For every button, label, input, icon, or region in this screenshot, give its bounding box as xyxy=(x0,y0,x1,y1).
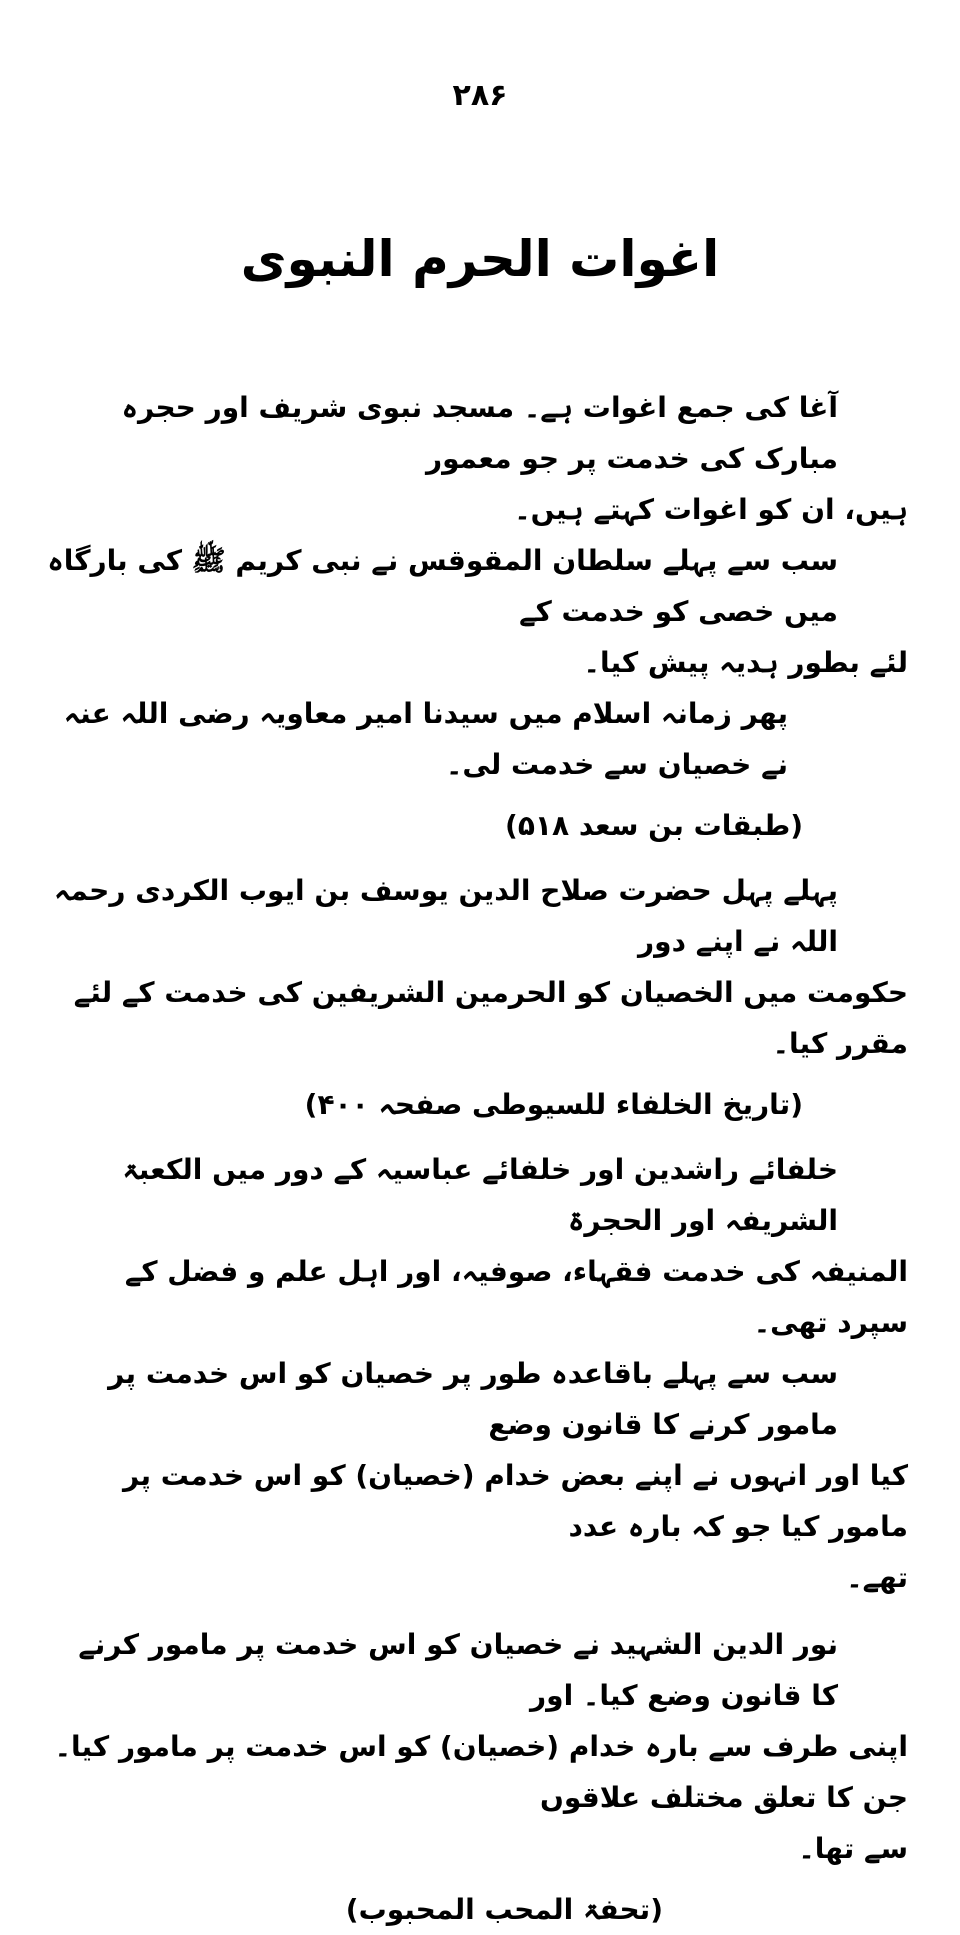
paragraph-line: پھر زمانہ اسلام میں سیدنا امیر معاویہ رضی اللہ عنہ نے خصیان سے خدمت لی۔ xyxy=(63,697,788,781)
paragraph-line: کیا اور انہوں نے اپنے بعض خدام (خصیان) کو اس خدمت پر مامور کیا جو کہ بارہ عدد xyxy=(123,1459,908,1543)
citation: (طبقات بن سعد ۵۱۸) xyxy=(505,809,803,842)
paragraph-line: سب سے پہلے باقاعدہ طور پر خصیان کو اس خدمت پر مامور کرنے کا قانون وضع xyxy=(108,1357,838,1441)
paragraph-line: المنیفہ کی خدمت فقہاء، صوفیہ، اور اہل علم و فضل کے سپرد تھی۔ xyxy=(124,1255,908,1339)
paragraph-line: پہلے پہل حضرت صلاح الدین یوسف بن ایوب الکردی رحمہ اللہ نے اپنے دور xyxy=(54,874,838,958)
paragraph-line: اپنی طرف سے بارہ خدام (خصیان) کو اس خدمت پر مامور کیا۔ جن کا تعلق مختلف علاقوں xyxy=(54,1730,908,1814)
paragraph-line: آغا کی جمع اغوات ہے۔ مسجد نبوی شریف اور حجرہ مبارک کی خدمت پر جو معمور xyxy=(121,391,838,475)
paragraph-line: حکومت میں الخصیان کو الحرمین الشریفین کی خدمت کے لئے مقرر کیا۔ xyxy=(73,976,908,1060)
paragraph-line: تھے۔ xyxy=(846,1561,908,1594)
paragraph-line: ہیں، ان کو اغوات کہتے ہیں۔ xyxy=(514,493,908,526)
page-title: اغوات الحرم النبوی xyxy=(240,230,720,288)
citation: (تحفۃ المحب المحبوب) xyxy=(345,1893,663,1926)
paragraph-line: سے تھا۔ xyxy=(798,1832,908,1865)
paragraph-line: خلفائے راشدین اور خلفائے عباسیہ کے دور میں الکعبۃ الشریفہ اور الحجرۃ xyxy=(122,1153,838,1237)
body-text xyxy=(46,382,908,1935)
paragraph-line: نور الدین الشہید نے خصیان کو اس خدمت پر مامور کرنے کا قانون وضع کیا۔ اور xyxy=(78,1628,838,1712)
paragraph-line: لئے بطور ہدیہ پیش کیا۔ xyxy=(583,646,908,679)
paragraph-line: سب سے پہلے سلطان المقوقس نے نبی کریم ﷺ کی بارگاہ میں خصی کو خدمت کے xyxy=(47,544,838,628)
paragraph-gap xyxy=(46,1603,908,1619)
page-number: ۲۸۶ xyxy=(452,78,508,113)
citation: (تاریخ الخلفاء للسیوطی صفحہ ۴۰۰) xyxy=(304,1088,803,1121)
